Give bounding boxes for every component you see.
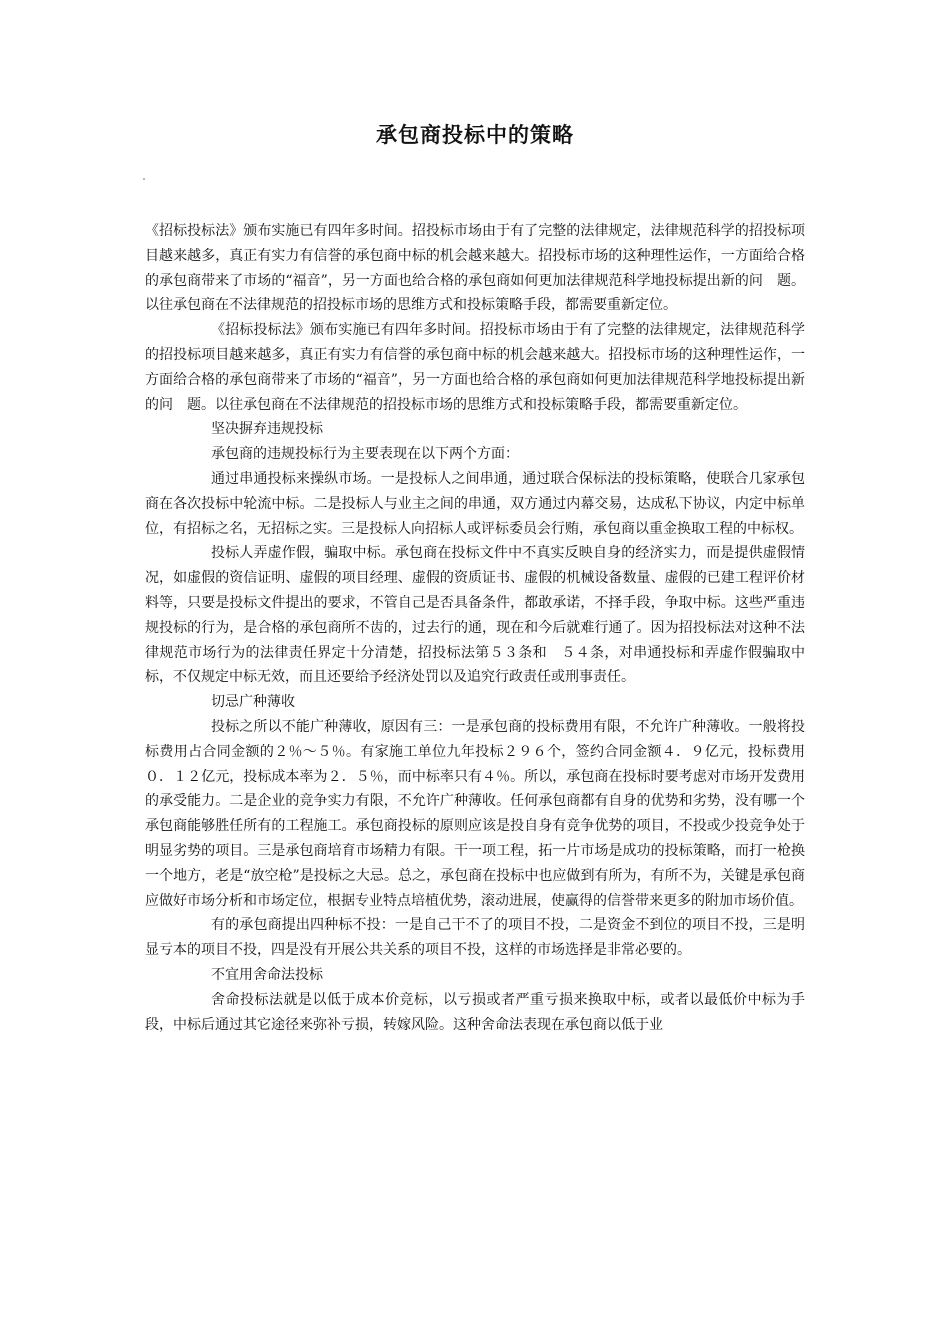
paragraph: 承包商的违规投标行为主要表现在以下两个方面： xyxy=(211,446,519,463)
paragraph: 舍命投标法就是以低于成本价竞标，以亏损或者严重亏损来换取中标，或者以最低价中标为手段，中标后通过其它途径来弥补亏损，转嫁风险。这种舍命法表现在承包商以低于业 xyxy=(145,991,805,1033)
paragraph: 通过串通投标来操纵市场。一是投标人之间串通，通过联合保标法的投标策略，使联合几家承包商在各次投标中轮流中标。二是投标人与业主之间的串通，双方通过内幕交易，达成私下协议，内定中标单位，有招标之名，无招标之实。三是投标人向招标人或评标委员会行贿，承包商以重金换取工程的中标权。 xyxy=(145,470,805,537)
decorative-dot xyxy=(143,178,145,180)
paragraph-intro: 《招标投标法》颁布实施已有四年多时间。招投标市场由于有了完整的法律规定，法律规范科学的招投标项目越来越多，真正有实力有信誉的承包商中标的机会越来越大。招投标市场的这种理性运作，一方面给合格的承包商带来了市场的“福音”，另一方面也给合格的承包商如何更加法律规范科学地投标提出新的问 题。以往承包商在不法律规范的招投标市场的思维方式和投标策略手段，都需要重新定位。 xyxy=(145,223,805,314)
paragraph: 投标人弄虚作假，骗取中标。承包商在投标文件中不真实反映自身的经济实力，而是提供虚假情况，如虚假的资信证明、虚假的项目经理、虚假的资质证书、虚假的机械设备数量、虚假的已建工程评价材料等，只要是投标文件提出的要求，不管自己是否具备条件，都敢承诺，不择手段，争取中标。这些严重违规投标的行为，是合格的承包商所不齿的，过去行的通，现在和今后就难行通了。因为招投标法对这种不法律规范市场行为的法律责任界定十分清楚，招投标法第５３条和 ５４条，对串通投标和弄虚作假骗取中标，不仅规定中标无效，而且还要给予经济处罚以及追究行政责任或刑事责任。 xyxy=(145,545,805,686)
paragraph: 有的承包商提出四种标不投：一是自己干不了的项目不投，二是资金不到位的项目不投，三是明显亏本的项目不投，四是没有开展公共关系的项目不投，这样的市场选择是非常必要的。 xyxy=(145,917,805,959)
document-title: 承包商投标中的策略 xyxy=(376,122,574,147)
section-heading-violations: 坚决摒弃违规投标 xyxy=(211,421,323,438)
paragraph-intro-repeat: 《招标投标法》颁布实施已有四年多时间。招投标市场由于有了完整的法律规定，法律规范科学的招投标项目越来越多，真正有实力有信誉的承包商中标的机会越来越大。招投标市场的这种理性运作，一方面给合格的承包商带来了市场的“福音”，另一方面也给合格的承包商如何更加法律规范科学地投标提出新的问 题。以往承包商在不法律规范的招投标市场的思维方式和投标策略手段，都需要重新定位。 xyxy=(145,322,805,413)
section-heading-reckless-bidding: 不宜用舍命法投标 xyxy=(211,966,323,983)
paragraph: 投标之所以不能广种薄收，原因有三：一是承包商的投标费用有限，不允许广种薄收。一般将投标费用占合同金额的２％～５％。有家施工单位九年投标２９６个，签约合同金额４．９亿元，投标费用０．１２亿元，投标成本率为２．５％，而中标率只有４％。所以，承包商在投标时要考虑对市场开发费用的承受能力。二是企业的竞争实力有限，不允许广种薄收。任何承包商都有自身的优势和劣势，没有哪一个承包商能够胜任所有的工程施工。承包商投标的原则应该是投自身有竞争优势的项目，不投或少投竞争处于明显劣势的项目。三是承包商培育市场精力有限。干一项工程，拓一片市场是成功的投标策略，而打一枪换一个地方，老是“放空枪”是投标之大忌。总之，承包商在投标中也应做到有所为，有所不为，关键是承包商应做好市场分析和市场定位，根据专业特点培植优势，滚动进展，使赢得的信誉带来更多的附加市场价值。 xyxy=(145,718,805,909)
document-body xyxy=(145,219,805,1037)
section-heading-broad-sowing: 切忌广种薄收 xyxy=(211,694,295,711)
